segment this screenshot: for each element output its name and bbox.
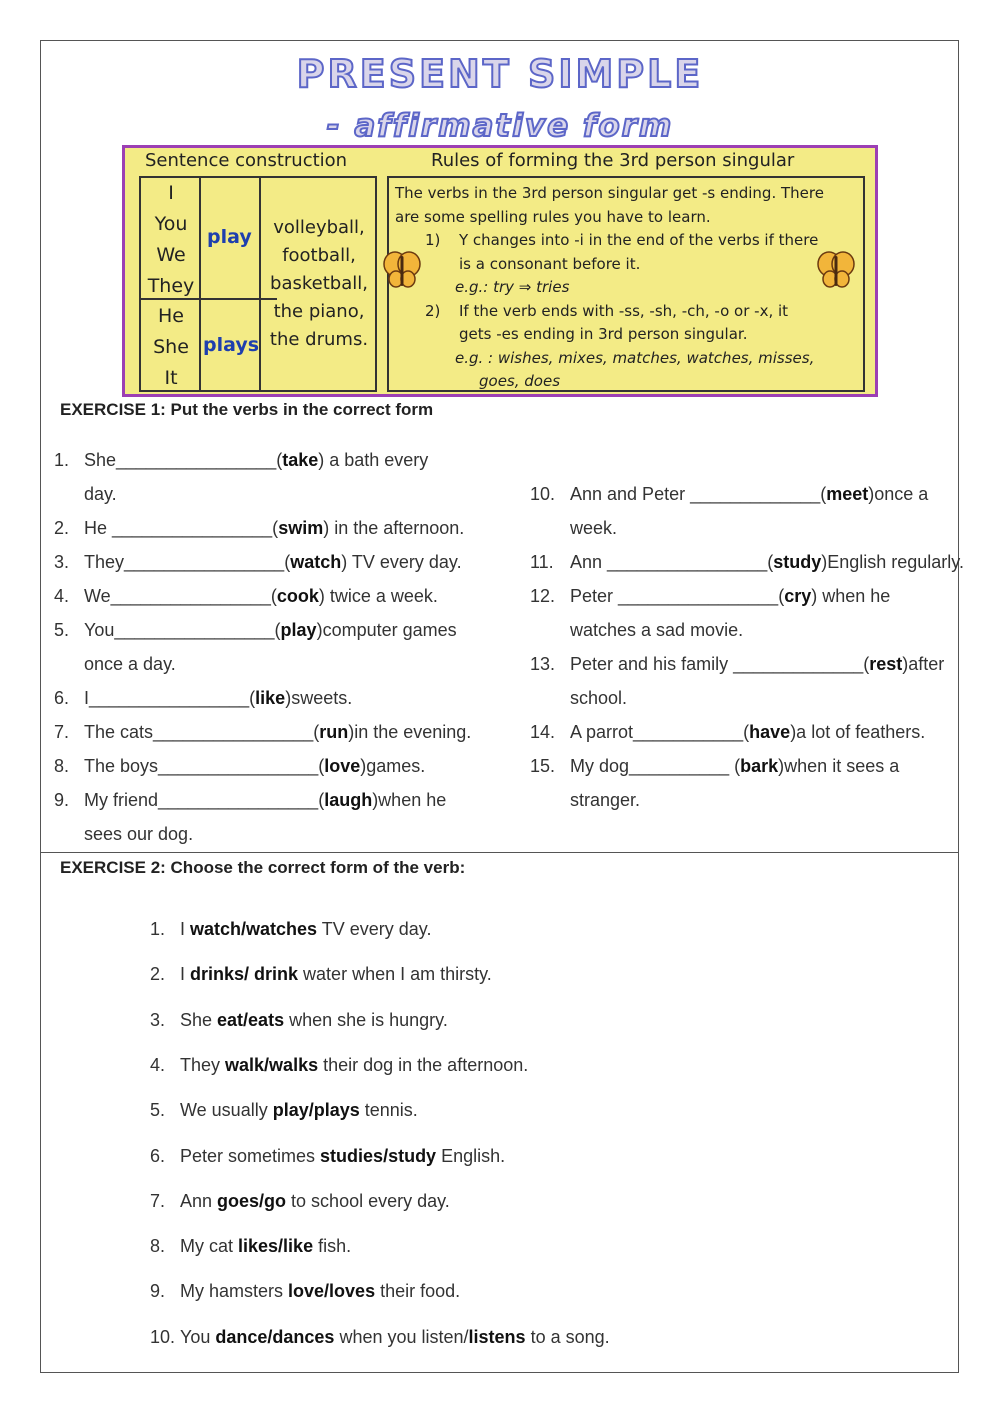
exercise-2-item[interactable] [150,962,492,986]
exercise-1-item-text[interactable] [84,783,446,817]
sentence-start: The boys________________( [84,756,325,776]
exercise-1-item-number: 8. [54,756,70,776]
exercise-1-item-text [570,511,617,545]
exercise-1-item-number: 15. [530,756,556,776]
sentence-start: I________________( [84,688,256,708]
verb-prompt: watch [290,552,342,572]
sentence-end: ) when he [811,586,891,606]
exercise-1-item-text [84,817,193,851]
sentence-start: They [180,1054,226,1075]
exercise-1-item-text[interactable] [84,545,462,579]
sentence-start: Peter sometimes [180,1145,321,1166]
sentence-end: English. [436,1145,506,1166]
exercise-2-item[interactable] [150,1325,610,1349]
verb-prompt: love [324,756,361,776]
sentence-end: ) in the afternoon. [323,518,465,538]
rule-1-line-b: is a consonant before it. [459,254,641,273]
sentence-end: their dog in the afternoon. [318,1054,529,1075]
exercise-1-item-number: 2. [54,518,70,538]
exercise-1-item-number: 12. [530,586,556,606]
verb-choice: watch/watches [190,919,318,939]
exercise-1-item-number: 9. [54,790,70,810]
verb-choice: dance/dances [215,1326,335,1347]
exercise-1-item-text [570,681,627,715]
exercise-1-item-text[interactable] [570,477,928,511]
exercise-2-item-number: 7. [150,1190,166,1211]
sentence-end: )computer games [316,620,457,640]
exercise-2-item[interactable] [150,917,431,941]
exercise-2-item-number: 10. [150,1326,176,1347]
exercise-2-item[interactable] [150,1144,505,1168]
rule-2-line-a: If the verb ends with -ss, -sh, -ch, -o or -x, it [459,301,789,320]
exercise-2-item-number: 6. [150,1145,166,1166]
sentence-end: )once a [868,484,929,504]
exercise-1-item-number: 1. [54,450,70,470]
verb-prompt: swim [278,518,324,538]
grammar-rules-box [122,145,878,397]
rule-1-number: 1) [425,231,441,249]
plural-pronouns: I You We They [147,182,195,297]
exercise-2-item-number: 1. [150,919,166,939]
sentence-end: )when he [372,790,447,810]
exercise-2-item[interactable] [150,1098,418,1122]
exercise-1-heading: EXERCISE 1: Put the verbs in the correct form [60,400,434,419]
exercise-2-item[interactable] [150,1234,351,1258]
exercise-1-item-text[interactable] [570,545,964,579]
spelling-rules-box [387,176,865,392]
verb-prompt: rest [869,654,903,674]
exercise-1-item-text[interactable] [84,511,464,545]
exercise-2-heading: EXERCISE 2: Choose the correct form of the verb: [60,858,466,877]
sentence-start: My hamsters [180,1281,289,1302]
sentence-construction-header: Sentence construction [145,150,348,171]
verb-prompt: laugh [324,790,373,810]
sentence-end: tennis. [359,1100,418,1121]
exercise-1-item-number: 11. [530,552,554,572]
verb-prompt: meet [826,484,869,504]
exercise-2-item-number: 3. [150,1009,166,1030]
sentence-start: Ann and Peter _____________( [570,484,827,504]
sentence-start: stranger. [570,790,641,810]
exercise-1-item-number: 4. [54,586,70,606]
sentence-end: their food. [375,1281,461,1302]
sentence-start: She________________( [84,450,283,470]
sentence-end: )a lot of feathers. [790,722,926,742]
verb-prompt: study [773,552,822,572]
verb-choice: play/plays [272,1100,360,1121]
sentence-start: She [180,1009,218,1030]
sentence-end: ) TV every day. [341,552,462,572]
rule-2-number: 2) [425,301,441,320]
exercise-1-item-number: 10. [530,484,556,504]
sentence-start: I [180,919,191,939]
sentence-start: You [180,1326,216,1347]
sentence-end: TV every day. [317,919,432,939]
sentence-start: Ann [180,1190,218,1211]
verb-prompt: have [749,722,791,742]
verb-choice: listens [468,1326,526,1347]
exercise-1-item-text[interactable] [570,715,925,749]
exercise-1-item-text[interactable] [84,715,471,749]
exercise-1-item-number: 6. [54,688,70,708]
exercise-1-item-number: 13. [530,654,556,674]
sentence-start: I [180,964,191,985]
sentence-start: watches a sad movie. [570,620,744,640]
verb-prompt: like [255,688,286,708]
page-subtitle: - affirmative form [326,108,674,144]
sentence-end: )sweets. [285,688,353,708]
sentence-end: when you listen/ [334,1326,469,1347]
rule-1-example: e.g.: try ⇒ tries [455,278,570,296]
verb-prompt: bark [740,756,779,776]
sentence-start: They________________( [84,552,291,572]
rule-2-example: e.g. : wishes, mixes, matches, watches, misses, [455,348,815,367]
exercise-1-item-text [570,613,743,647]
sentence-start: We usually [180,1100,273,1121]
sentence-start: We________________( [84,586,277,606]
section-divider [40,852,959,853]
verb-prompt: take [282,450,319,470]
sentence-start: sees our dog. [84,824,194,844]
page-title: PRESENT SIMPLE [296,52,704,96]
exercise-1-item-text [84,477,117,511]
exercise-2-item-number: 2. [150,964,166,985]
butterfly-icon [381,248,423,290]
sentence-start: week. [570,518,618,538]
exercise-1-item-text[interactable] [570,647,944,681]
verb-play: play [207,226,252,248]
butterfly-icon [815,248,857,290]
exercise-2-item-number: 8. [150,1236,166,1257]
exercise-1-item-text[interactable] [84,579,438,613]
rule-1-line-a: Y changes into -i in the end of the verbs if there [459,231,819,249]
rules-intro-line-1: The verbs in the 3rd person singular get -s ending. There [395,184,824,202]
sentence-construction-table [139,176,377,392]
sentence-start: school. [570,688,628,708]
exercise-2-item[interactable] [150,1008,448,1032]
exercise-2-item-number: 4. [150,1054,166,1075]
sentence-start: He ________________( [84,518,279,538]
sentence-start: My friend________________( [84,790,325,810]
sentence-end: when she is hungry. [284,1009,448,1030]
exercise-1-item-number: 14. [530,722,556,742]
object-list: volleyball, football, basketball, the piano, the drums. [269,217,369,350]
exercise-1-item-number: 7. [54,722,70,742]
verb-prompt: cry [784,586,812,606]
sentence-end: to school every day. [286,1190,450,1211]
exercise-1-item-number: 5. [54,620,70,640]
exercise-1-item-text[interactable] [570,579,890,613]
sentence-start: once a day. [84,654,176,674]
sentence-end: )in the evening. [348,722,472,742]
exercise-2-item-number: 5. [150,1100,166,1121]
verb-choice: walk/walks [225,1054,319,1075]
exercise-2-item[interactable] [150,1053,528,1077]
exercise-1-item-text[interactable] [84,681,352,715]
rules-intro-line-2: are some spelling rules you have to learn. [395,207,711,226]
verb-prompt: run [319,722,349,742]
verb-choice: goes/go [217,1190,287,1211]
verb-prompt: play [280,620,317,640]
exercise-1-item-number: 3. [54,552,70,572]
sentence-end: fish. [313,1236,352,1257]
exercise-2-item[interactable] [150,1189,450,1213]
third-person-rules-header: Rules of forming the 3rd person singular [431,150,795,171]
verb-choice: studies/study [320,1145,437,1166]
sentence-end: )after [902,654,945,674]
sentence-start: Peter and his family _____________( [570,654,870,674]
exercise-2-item-number: 9. [150,1281,166,1302]
singular-pronouns: He She It [153,305,189,389]
sentence-start: day. [84,484,117,504]
exercise-1-item-text [570,783,640,817]
exercise-1-item-text[interactable] [570,749,899,783]
rule-2-example-cont: goes, does [479,372,561,390]
sentence-end: water when I am thirsty. [298,964,492,985]
verb-choice: love/loves [288,1281,376,1302]
exercise-2-item[interactable] [150,1279,460,1303]
sentence-start: My dog__________ ( [570,756,741,776]
verb-choice: drinks/ drink [190,964,299,985]
sentence-start: You________________( [84,620,281,640]
sentence-end: to a song. [525,1326,610,1347]
sentence-end: )games. [360,756,426,776]
sentence-start: A parrot___________( [570,722,750,742]
sentence-start: Ann ________________( [570,552,774,572]
exercise-1-item-text[interactable] [84,749,425,783]
exercise-1-item-text[interactable] [84,443,428,477]
verb-choice: eat/eats [217,1009,285,1030]
verb-plays: plays [203,334,260,356]
sentence-end: )when it sees a [778,756,900,776]
sentence-start: Peter ________________( [570,586,785,606]
sentence-end: )English regularly. [821,552,964,572]
verb-choice: likes/like [238,1236,314,1257]
sentence-end: ) twice a week. [318,586,438,606]
sentence-start: The cats________________( [84,722,320,742]
exercise-1-item-text [84,647,176,681]
verb-prompt: cook [276,586,319,606]
sentence-end: ) a bath every [318,450,429,470]
exercise-1-item-text[interactable] [84,613,457,647]
rule-2-line-b: gets -es ending in 3rd person singular. [459,325,748,343]
sentence-start: My cat [180,1236,239,1257]
